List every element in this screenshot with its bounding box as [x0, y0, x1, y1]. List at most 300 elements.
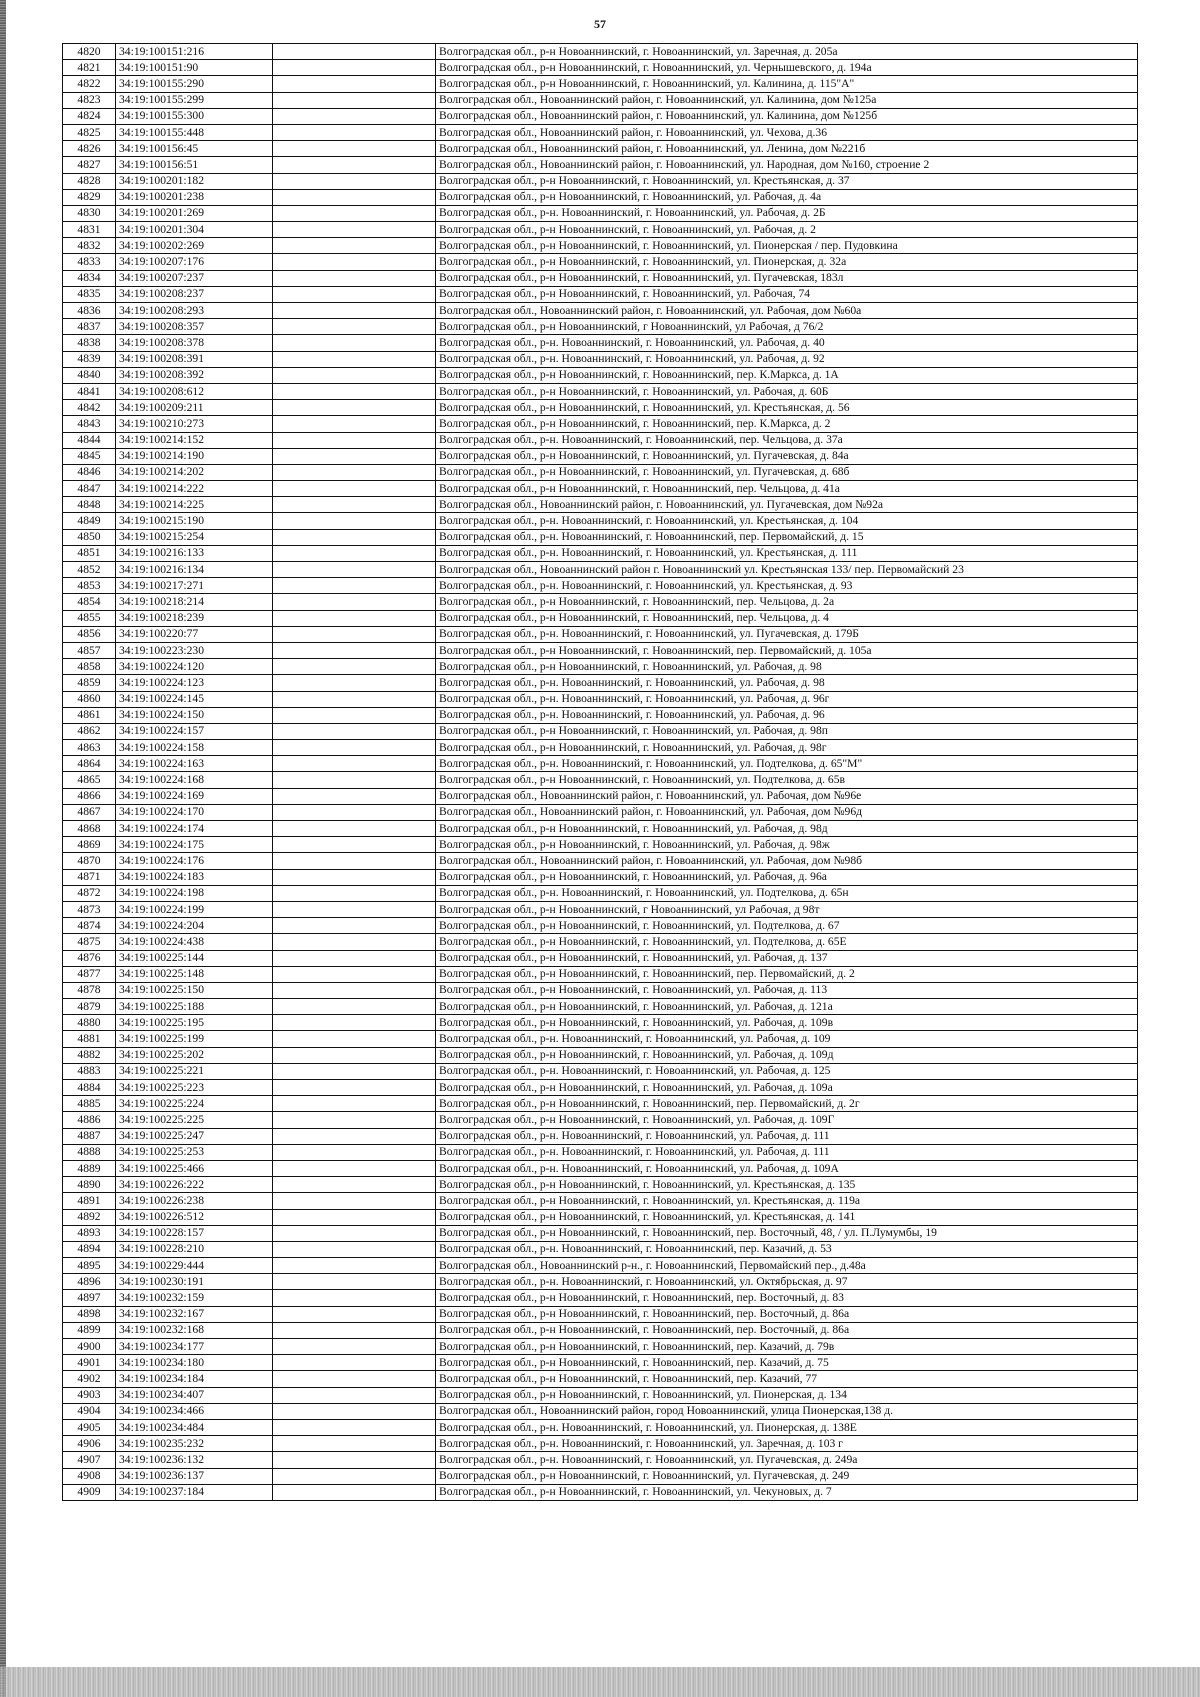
- table-row: [63, 351, 1138, 367]
- table-row: [63, 772, 1138, 788]
- row-number-cell: 4888: [63, 1144, 116, 1160]
- table-row: [63, 1063, 1138, 1079]
- empty-cell: [273, 44, 436, 60]
- page-number: 57: [594, 17, 606, 31]
- address-cell: Волгоградская обл., р-н Новоаннинский, г. Новоаннинский, ул. Крестьянская, д. 119а: [436, 1193, 1138, 1209]
- table-row: [63, 1015, 1138, 1031]
- row-number-cell: 4876: [63, 950, 116, 966]
- cadastral-number-cell: 34:19:100151:216: [116, 44, 273, 60]
- table-row: [63, 383, 1138, 399]
- empty-cell: [273, 578, 436, 594]
- empty-cell: [273, 659, 436, 675]
- cadastral-number-cell: 34:19:100228:210: [116, 1241, 273, 1257]
- address-cell: Волгоградская обл., р-н Новоаннинский, г. Новоаннинский, пер. Первомайский, д. 2: [436, 966, 1138, 982]
- row-number-cell: 4860: [63, 691, 116, 707]
- table-row: [63, 837, 1138, 853]
- empty-cell: [273, 92, 436, 108]
- cadastral-number-cell: 34:19:100224:175: [116, 837, 273, 853]
- table-row: [63, 367, 1138, 383]
- address-cell: Волгоградская обл., р-н Новоаннинский, г. Новоаннинский, ул. Пионерская, д. 134: [436, 1387, 1138, 1403]
- empty-cell: [273, 772, 436, 788]
- row-number-cell: 4863: [63, 740, 116, 756]
- row-number-cell: 4828: [63, 173, 116, 189]
- cadastral-number-cell: 34:19:100224:438: [116, 934, 273, 950]
- row-number-cell: 4862: [63, 723, 116, 739]
- cadastral-number-cell: 34:19:100232:159: [116, 1290, 273, 1306]
- cadastral-number-cell: 34:19:100224:183: [116, 869, 273, 885]
- cadastral-number-cell: 34:19:100224:157: [116, 723, 273, 739]
- cadastral-number-cell: 34:19:100208:392: [116, 367, 273, 383]
- address-cell: Волгоградская обл., р-н. Новоаннинский, г. Новоаннинский, пер. Казачий, д. 53: [436, 1241, 1138, 1257]
- empty-cell: [273, 400, 436, 416]
- empty-cell: [273, 1403, 436, 1419]
- cadastral-number-cell: 34:19:100214:190: [116, 448, 273, 464]
- table-row: [63, 1209, 1138, 1225]
- cadastral-number-cell: 34:19:100201:269: [116, 205, 273, 221]
- address-cell: Волгоградская обл., р-н. Новоаннинский, г. Новоаннинский, ул. Крестьянская, д. 93: [436, 578, 1138, 594]
- row-number-cell: 4871: [63, 869, 116, 885]
- address-cell: Волгоградская обл., р-н Новоаннинский, г. Новоаннинский, пер. К.Маркса, д. 2: [436, 416, 1138, 432]
- empty-cell: [273, 1225, 436, 1241]
- row-number-cell: 4827: [63, 157, 116, 173]
- address-cell: Волгоградская обл., р-н Новоаннинский, г. Новоаннинский, пер. Казачий, 77: [436, 1371, 1138, 1387]
- empty-cell: [273, 432, 436, 448]
- address-cell: Волгоградская обл., Новоаннинский район, г. Новоаннинский, ул. Пугачевская, дом №92а: [436, 497, 1138, 513]
- empty-cell: [273, 529, 436, 545]
- row-number-cell: 4829: [63, 189, 116, 205]
- cadastral-number-cell: 34:19:100201:182: [116, 173, 273, 189]
- row-number-cell: 4849: [63, 513, 116, 529]
- empty-cell: [273, 1193, 436, 1209]
- address-cell: Волгоградская обл., р-н Новоаннинский, г. Новоаннинский, ул. Подтелкова, д. 65в: [436, 772, 1138, 788]
- row-number-cell: 4899: [63, 1322, 116, 1338]
- address-cell: Волгоградская обл., р-н Новоаннинский, г. Новоаннинский, ул. Рабочая, д. 4а: [436, 189, 1138, 205]
- table-row: [63, 189, 1138, 205]
- row-number-cell: 4845: [63, 448, 116, 464]
- row-number-cell: 4905: [63, 1419, 116, 1435]
- cadastral-number-cell: 34:19:100226:238: [116, 1193, 273, 1209]
- address-cell: Волгоградская обл., р-н. Новоаннинский, г. Новоаннинский, ул. Рабочая, д. 109А: [436, 1160, 1138, 1176]
- empty-cell: [273, 545, 436, 561]
- table-row: [63, 723, 1138, 739]
- row-number-cell: 4855: [63, 610, 116, 626]
- address-cell: Волгоградская обл., р-н. Новоаннинский, г. Новоаннинский, ул. Рабочая, д. 96г: [436, 691, 1138, 707]
- table-row: [63, 481, 1138, 497]
- address-cell: Волгоградская обл., р-н Новоаннинский, г. Новоаннинский, ул. Крестьянская, д. 135: [436, 1177, 1138, 1193]
- empty-cell: [273, 335, 436, 351]
- row-number-cell: 4835: [63, 286, 116, 302]
- empty-cell: [273, 481, 436, 497]
- table-row: [63, 1031, 1138, 1047]
- cadastral-number-cell: 34:19:100216:133: [116, 545, 273, 561]
- row-number-cell: 4851: [63, 545, 116, 561]
- cadastral-number-cell: 34:19:100214:222: [116, 481, 273, 497]
- row-number-cell: 4887: [63, 1128, 116, 1144]
- table-row: [63, 141, 1138, 157]
- empty-cell: [273, 108, 436, 124]
- cadastral-number-cell: 34:19:100214:202: [116, 464, 273, 480]
- empty-cell: [273, 1387, 436, 1403]
- cadastral-number-cell: 34:19:100155:300: [116, 108, 273, 124]
- cadastral-number-cell: 34:19:100220:77: [116, 626, 273, 642]
- address-cell: Волгоградская обл., р-н Новоаннинский, г. Новоаннинский, ул. Рабочая, д. 98г: [436, 740, 1138, 756]
- row-number-cell: 4880: [63, 1015, 116, 1031]
- table-row: [63, 108, 1138, 124]
- table-row: [63, 303, 1138, 319]
- row-number-cell: 4878: [63, 982, 116, 998]
- table-row: [63, 1436, 1138, 1452]
- address-cell: Волгоградская обл., р-н Новоаннинский, г. Новоаннинский, ул. Рабочая, д. 60Б: [436, 383, 1138, 399]
- empty-cell: [273, 966, 436, 982]
- table-row: [63, 1047, 1138, 1063]
- table-row: [63, 707, 1138, 723]
- row-number-cell: 4882: [63, 1047, 116, 1063]
- row-number-cell: 4846: [63, 464, 116, 480]
- empty-cell: [273, 821, 436, 837]
- address-cell: Волгоградская обл., р-н Новоаннинский, г. Новоаннинский, ул. Рабочая, д. 121а: [436, 999, 1138, 1015]
- table-row: [63, 173, 1138, 189]
- cadastral-number-cell: 34:19:100225:225: [116, 1112, 273, 1128]
- empty-cell: [273, 1160, 436, 1176]
- row-number-cell: 4832: [63, 238, 116, 254]
- table-row: [63, 319, 1138, 335]
- address-cell: Волгоградская обл., р-н. Новоаннинский, г. Новоаннинский, пер. Первомайский, д. 15: [436, 529, 1138, 545]
- address-cell: Волгоградская обл., р-н Новоаннинский, г. Новоаннинский, пер. Чельцова, д. 4: [436, 610, 1138, 626]
- cadastral-number-cell: 34:19:100208:378: [116, 335, 273, 351]
- row-number-cell: 4869: [63, 837, 116, 853]
- table-row: [63, 740, 1138, 756]
- cadastral-number-cell: 34:19:100201:304: [116, 222, 273, 238]
- address-cell: Волгоградская обл., р-н. Новоаннинский, г. Новоаннинский, ул. Рабочая, д. 96: [436, 707, 1138, 723]
- empty-cell: [273, 497, 436, 513]
- row-number-cell: 4904: [63, 1403, 116, 1419]
- address-cell: Волгоградская обл., р-н Новоаннинский, г. Новоаннинский, ул. Рабочая, 74: [436, 286, 1138, 302]
- address-cell: Волгоградская обл., Новоаннинский район, г. Новоаннинский, ул. Калинина, дом №125б: [436, 108, 1138, 124]
- address-cell: Волгоградская обл., р-н Новоаннинский, г. Новоаннинский, пер. К.Маркса, д. 1А: [436, 367, 1138, 383]
- row-number-cell: 4872: [63, 885, 116, 901]
- row-number-cell: 4820: [63, 44, 116, 60]
- table-row: [63, 205, 1138, 221]
- cadastral-number-cell: 34:19:100224:204: [116, 918, 273, 934]
- address-cell: Волгоградская обл., р-н Новоаннинский, г. Новоаннинский, ул. Пионерская / пер. Пудовкина: [436, 238, 1138, 254]
- table-row: [63, 124, 1138, 140]
- row-number-cell: 4893: [63, 1225, 116, 1241]
- table-row: [63, 1258, 1138, 1274]
- cadastral-number-cell: 34:19:100235:232: [116, 1436, 273, 1452]
- row-number-cell: 4843: [63, 416, 116, 432]
- table-row: [63, 222, 1138, 238]
- row-number-cell: 4830: [63, 205, 116, 221]
- cadastral-number-cell: 34:19:100225:253: [116, 1144, 273, 1160]
- table-row: [63, 464, 1138, 480]
- address-cell: Волгоградская обл., Новоаннинский район, г. Новоаннинский, ул. Калинина, дом №125а: [436, 92, 1138, 108]
- cadastral-number-cell: 34:19:100208:237: [116, 286, 273, 302]
- row-number-cell: 4839: [63, 351, 116, 367]
- cadastral-number-cell: 34:19:100224:168: [116, 772, 273, 788]
- table-row: [63, 1096, 1138, 1112]
- empty-cell: [273, 885, 436, 901]
- cadastral-number-cell: 34:19:100236:137: [116, 1468, 273, 1484]
- empty-cell: [273, 562, 436, 578]
- cadastral-number-cell: 34:19:100230:191: [116, 1274, 273, 1290]
- address-cell: Волгоградская обл., р-н Новоаннинский, г. Новоаннинский, ул. Чекуновых, д. 7: [436, 1484, 1138, 1500]
- empty-cell: [273, 254, 436, 270]
- empty-cell: [273, 205, 436, 221]
- empty-cell: [273, 173, 436, 189]
- address-cell: Волгоградская обл., р-н Новоаннинский, г. Новоаннинский, пер. Казачий, д. 79в: [436, 1339, 1138, 1355]
- table-row: [63, 982, 1138, 998]
- empty-cell: [273, 448, 436, 464]
- table-row: [63, 1274, 1138, 1290]
- table-row: [63, 642, 1138, 658]
- address-cell: Волгоградская обл., Новоаннинский район, г. Новоаннинский, ул. Народная, дом №160, строение 2: [436, 157, 1138, 173]
- address-cell: Волгоградская обл., р-н Новоаннинский, г. Новоаннинский, ул. Рабочая, д. 109а: [436, 1080, 1138, 1096]
- row-number-cell: 4842: [63, 400, 116, 416]
- row-number-cell: 4821: [63, 60, 116, 76]
- row-number-cell: 4883: [63, 1063, 116, 1079]
- empty-cell: [273, 788, 436, 804]
- address-cell: Волгоградская обл., Новоаннинский район, г. Новоаннинский, ул. Рабочая, дом №96д: [436, 804, 1138, 820]
- row-number-cell: 4897: [63, 1290, 116, 1306]
- cadastral-number-cell: 34:19:100224:199: [116, 901, 273, 917]
- cadastral-number-cell: 34:19:100156:51: [116, 157, 273, 173]
- table-row: [63, 1160, 1138, 1176]
- address-cell: Волгоградская обл., р-н Новоаннинский, г. Новоаннинский, пер. Восточный, 48, / ул. П.Лумумбы, 19: [436, 1225, 1138, 1241]
- cadastral-number-cell: 34:19:100224:176: [116, 853, 273, 869]
- table-row: [63, 950, 1138, 966]
- address-cell: Волгоградская обл., р-н. Новоаннинский, г. Новоаннинский, ул. Рабочая, д. 98: [436, 675, 1138, 691]
- table-row: [63, 675, 1138, 691]
- address-cell: Волгоградская обл., р-н Новоаннинский, г. Новоаннинский, ул. Рабочая, д. 137: [436, 950, 1138, 966]
- table-row: [63, 1080, 1138, 1096]
- address-cell: Волгоградская обл., р-н Новоаннинский, г. Новоаннинский, ул. Рабочая, д. 109Г: [436, 1112, 1138, 1128]
- empty-cell: [273, 1468, 436, 1484]
- address-cell: Волгоградская обл., р-н Новоаннинский, г. Новоаннинский, ул. Чернышевского, д. 194а: [436, 60, 1138, 76]
- empty-cell: [273, 286, 436, 302]
- row-number-cell: 4859: [63, 675, 116, 691]
- row-number-cell: 4875: [63, 934, 116, 950]
- cadastral-number-cell: 34:19:100224:169: [116, 788, 273, 804]
- empty-cell: [273, 1128, 436, 1144]
- cadastral-number-cell: 34:19:100225:148: [116, 966, 273, 982]
- cadastral-number-cell: 34:19:100208:293: [116, 303, 273, 319]
- address-cell: Волгоградская обл., р-н. Новоаннинский, г. Новоаннинский, ул. Рабочая, д. 109: [436, 1031, 1138, 1047]
- address-cell: Волгоградская обл., р-н. Новоаннинский, г. Новоаннинский, ул. Октябрьская, д. 97: [436, 1274, 1138, 1290]
- cadastral-number-cell: 34:19:100224:158: [116, 740, 273, 756]
- address-cell: Волгоградская обл., р-н Новоаннинский, г. Новоаннинский, пер. Восточный, д. 86а: [436, 1322, 1138, 1338]
- empty-cell: [273, 141, 436, 157]
- address-cell: Волгоградская обл., р-н Новоаннинский, г. Новоаннинский, ул. Крестьянская, д. 141: [436, 1209, 1138, 1225]
- row-number-cell: 4907: [63, 1452, 116, 1468]
- row-number-cell: 4831: [63, 222, 116, 238]
- table-row: [63, 901, 1138, 917]
- address-cell: Волгоградская обл., р-н. Новоаннинский, г. Новоаннинский, ул. Рабочая, д. 2Б: [436, 205, 1138, 221]
- table-row: [63, 92, 1138, 108]
- table-row: [63, 934, 1138, 950]
- row-number-cell: 4874: [63, 918, 116, 934]
- cadastral-number-cell: 34:19:100234:466: [116, 1403, 273, 1419]
- table-row: [63, 788, 1138, 804]
- row-number-cell: 4890: [63, 1177, 116, 1193]
- address-cell: Волгоградская обл., р-н Новоаннинский, г. Новоаннинский, ул. Рабочая, д. 96а: [436, 869, 1138, 885]
- table-row: [63, 1403, 1138, 1419]
- cadastral-number-cell: 34:19:100225:221: [116, 1063, 273, 1079]
- row-number-cell: 4870: [63, 853, 116, 869]
- row-number-cell: 4877: [63, 966, 116, 982]
- address-cell: Волгоградская обл., Новоаннинский район г. Новоаннинский ул. Крестьянская 133/ пер. Первомайский 23: [436, 562, 1138, 578]
- empty-cell: [273, 383, 436, 399]
- cadastral-number-cell: 34:19:100214:152: [116, 432, 273, 448]
- address-cell: Волгоградская обл., р-н Новоаннинский, г. Новоаннинский, ул. Рабочая, д. 109в: [436, 1015, 1138, 1031]
- row-number-cell: 4836: [63, 303, 116, 319]
- cadastral-number-cell: 34:19:100225:223: [116, 1080, 273, 1096]
- table-row: [63, 821, 1138, 837]
- row-number-cell: 4823: [63, 92, 116, 108]
- empty-cell: [273, 901, 436, 917]
- row-number-cell: 4867: [63, 804, 116, 820]
- empty-cell: [273, 707, 436, 723]
- table-row: [63, 529, 1138, 545]
- table-row: [63, 286, 1138, 302]
- empty-cell: [273, 1080, 436, 1096]
- cadastral-number-cell: 34:19:100210:273: [116, 416, 273, 432]
- address-cell: Волгоградская обл., р-н Новоаннинский, г Новоаннинский, ул Рабочая, д 76/2: [436, 319, 1138, 335]
- cadastral-number-cell: 34:19:100225:202: [116, 1047, 273, 1063]
- empty-cell: [273, 270, 436, 286]
- table-row: [63, 1468, 1138, 1484]
- table-row: [63, 432, 1138, 448]
- empty-cell: [273, 804, 436, 820]
- address-cell: Волгоградская обл., р-н Новоаннинский, г. Новоаннинский, ул. Рабочая, д. 98ж: [436, 837, 1138, 853]
- empty-cell: [273, 723, 436, 739]
- cadastral-number-cell: 34:19:100223:230: [116, 642, 273, 658]
- row-number-cell: 4902: [63, 1371, 116, 1387]
- address-cell: Волгоградская обл., р-н. Новоаннинский, г. Новоаннинский, пер. Чельцова, д. 37а: [436, 432, 1138, 448]
- row-number-cell: 4879: [63, 999, 116, 1015]
- empty-cell: [273, 124, 436, 140]
- table-row: [63, 626, 1138, 642]
- table-row: [63, 966, 1138, 982]
- address-cell: Волгоградская обл., р-н Новоаннинский, г. Новоаннинский, ул. Крестьянская, д. 37: [436, 173, 1138, 189]
- cadastral-number-cell: 34:19:100225:199: [116, 1031, 273, 1047]
- cadastral-number-cell: 34:19:100202:269: [116, 238, 273, 254]
- empty-cell: [273, 610, 436, 626]
- row-number-cell: 4826: [63, 141, 116, 157]
- empty-cell: [273, 642, 436, 658]
- row-number-cell: 4833: [63, 254, 116, 270]
- address-cell: Волгоградская обл., р-н Новоаннинский, г. Новоаннинский, пер. Восточный, д. 83: [436, 1290, 1138, 1306]
- empty-cell: [273, 319, 436, 335]
- empty-cell: [273, 853, 436, 869]
- address-cell: Волгоградская обл., Новоаннинский район, г. Новоаннинский, ул. Рабочая, дом №98б: [436, 853, 1138, 869]
- row-number-cell: 4848: [63, 497, 116, 513]
- cadastral-number-cell: 34:19:100224:170: [116, 804, 273, 820]
- cadastral-number-cell: 34:19:100224:198: [116, 885, 273, 901]
- address-cell: Волгоградская обл., р-н Новоаннинский, г. Новоаннинский, ул. Рабочая, д. 98п: [436, 723, 1138, 739]
- cadastral-number-cell: 34:19:100228:157: [116, 1225, 273, 1241]
- empty-cell: [273, 918, 436, 934]
- address-cell: Волгоградская обл., Новоаннинский р-н., г. Новоаннинский, Первомайский пер., д.48а: [436, 1258, 1138, 1274]
- cadastral-number-cell: 34:19:100209:211: [116, 400, 273, 416]
- empty-cell: [273, 157, 436, 173]
- address-cell: Волгоградская обл., р-н Новоаннинский, г. Новоаннинский, пер. Казачий, д. 75: [436, 1355, 1138, 1371]
- empty-cell: [273, 1047, 436, 1063]
- empty-cell: [273, 1015, 436, 1031]
- table-row: [63, 60, 1138, 76]
- empty-cell: [273, 1063, 436, 1079]
- row-number-cell: 4873: [63, 901, 116, 917]
- address-cell: Волгоградская обл., р-н Новоаннинский, г. Новоаннинский, ул. Подтелкова, д. 65Е: [436, 934, 1138, 950]
- table-row: [63, 1339, 1138, 1355]
- address-cell: Волгоградская обл., р-н Новоаннинский, г. Новоаннинский, ул. Заречная, д. 205а: [436, 44, 1138, 60]
- table-row: [63, 999, 1138, 1015]
- address-cell: Волгоградская обл., р-н. Новоаннинский, г. Новоаннинский, ул. Рабочая, д. 92: [436, 351, 1138, 367]
- cadastral-number-cell: 34:19:100208:612: [116, 383, 273, 399]
- address-cell: Волгоградская обл., Новоаннинский район, г. Новоаннинский, ул. Рабочая, дом №96е: [436, 788, 1138, 804]
- address-cell: Волгоградская обл., р-н Новоаннинский, г. Новоаннинский, ул. Калинина, д. 115"А": [436, 76, 1138, 92]
- row-number-cell: 4853: [63, 578, 116, 594]
- empty-cell: [273, 1274, 436, 1290]
- row-number-cell: 4840: [63, 367, 116, 383]
- cadastral-number-cell: 34:19:100234:484: [116, 1419, 273, 1435]
- cadastral-number-cell: 34:19:100224:145: [116, 691, 273, 707]
- empty-cell: [273, 1322, 436, 1338]
- row-number-cell: 4868: [63, 821, 116, 837]
- row-number-cell: 4896: [63, 1274, 116, 1290]
- cadastral-number-cell: 34:19:100151:90: [116, 60, 273, 76]
- cadastral-number-cell: 34:19:100155:299: [116, 92, 273, 108]
- cadastral-number-cell: 34:19:100224:123: [116, 675, 273, 691]
- empty-cell: [273, 1096, 436, 1112]
- cadastral-number-cell: 34:19:100236:132: [116, 1452, 273, 1468]
- row-number-cell: 4822: [63, 76, 116, 92]
- table-row: [63, 1128, 1138, 1144]
- empty-cell: [273, 1371, 436, 1387]
- address-cell: Волгоградская обл., р-н. Новоаннинский, г. Новоаннинский, ул. Рабочая, д. 111: [436, 1144, 1138, 1160]
- table-row: [63, 756, 1138, 772]
- empty-cell: [273, 1209, 436, 1225]
- empty-cell: [273, 189, 436, 205]
- table-row: [63, 885, 1138, 901]
- cadastral-number-cell: 34:19:100224:163: [116, 756, 273, 772]
- row-number-cell: 4889: [63, 1160, 116, 1176]
- empty-cell: [273, 675, 436, 691]
- address-cell: Волгоградская обл., р-н. Новоаннинский, г. Новоаннинский, ул. Крестьянская, д. 111: [436, 545, 1138, 561]
- address-cell: Волгоградская обл., р-н. Новоаннинский, г. Новоаннинский, ул. Подтелкова, д. 65н: [436, 885, 1138, 901]
- empty-cell: [273, 222, 436, 238]
- row-number-cell: 4885: [63, 1096, 116, 1112]
- empty-cell: [273, 1177, 436, 1193]
- table-row: [63, 659, 1138, 675]
- empty-cell: [273, 1144, 436, 1160]
- empty-cell: [273, 740, 436, 756]
- empty-cell: [273, 1436, 436, 1452]
- empty-cell: [273, 60, 436, 76]
- row-number-cell: 4858: [63, 659, 116, 675]
- row-number-cell: 4857: [63, 642, 116, 658]
- empty-cell: [273, 626, 436, 642]
- table-row: [63, 1452, 1138, 1468]
- table-row: [63, 562, 1138, 578]
- cadastral-number-cell: 34:19:100215:254: [116, 529, 273, 545]
- cadastral-number-cell: 34:19:100226:512: [116, 1209, 273, 1225]
- address-cell: Волгоградская обл., р-н Новоаннинский, г. Новоаннинский, пер. Первомайский, д. 2г: [436, 1096, 1138, 1112]
- address-cell: Волгоградская обл., р-н Новоаннинский, г. Новоаннинский, ул. Рабочая, д. 113: [436, 982, 1138, 998]
- cadastral-number-cell: 34:19:100229:444: [116, 1258, 273, 1274]
- row-number-cell: 4825: [63, 124, 116, 140]
- table-row: [63, 1371, 1138, 1387]
- table-row: [63, 400, 1138, 416]
